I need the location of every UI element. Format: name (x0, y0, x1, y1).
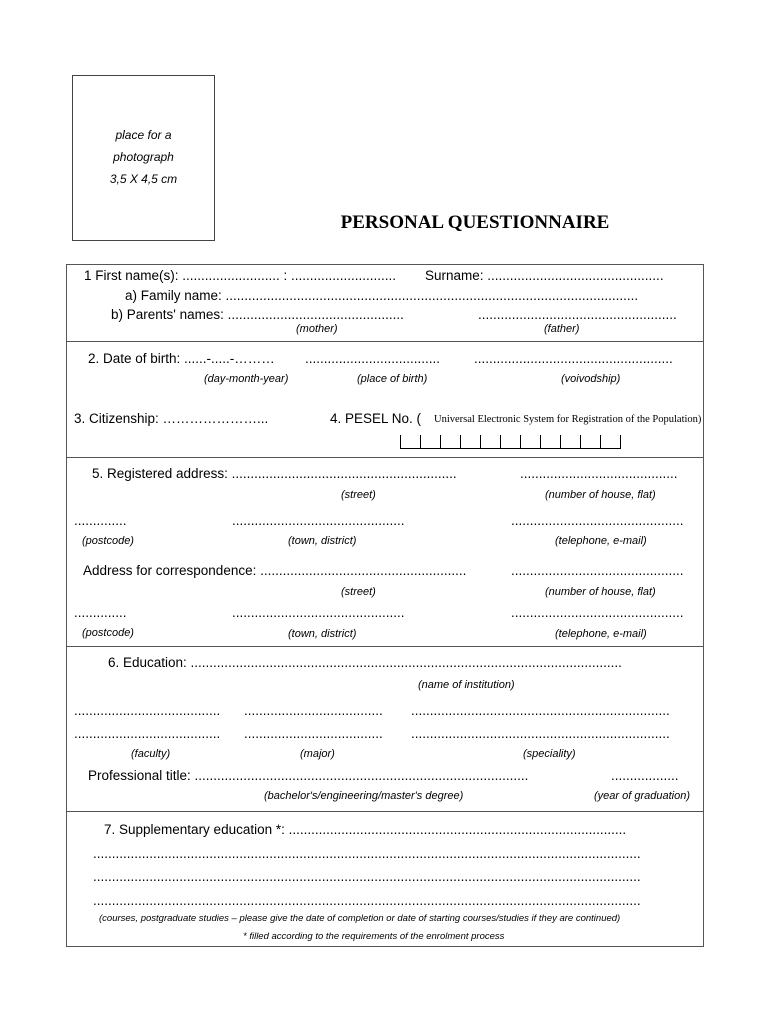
major-field-2[interactable]: ..................................... (244, 726, 383, 741)
citizenship-field[interactable]: 3. Citizenship: …………………... (74, 411, 269, 426)
speciality-label: (speciality) (523, 748, 576, 760)
faculty-field-1[interactable]: ....................................... (74, 703, 221, 718)
registered-postcode-field[interactable]: .............. (74, 513, 127, 528)
education-institution-field[interactable]: 6. Education: ................................................................................................................... (108, 655, 622, 670)
town-label: (town, district) (288, 535, 357, 547)
first-names-field[interactable]: 1 First name(s): .......................... : ............................ (84, 268, 397, 283)
pesel-digit-box[interactable] (540, 435, 560, 449)
postcode-label-2: (postcode) (82, 627, 134, 639)
pesel-digit-box[interactable] (580, 435, 600, 449)
faculty-label: (faculty) (131, 748, 171, 760)
street-label: (street) (341, 489, 376, 501)
photo-line-2: photograph (113, 150, 174, 164)
pesel-digit-box[interactable] (520, 435, 540, 449)
surname-field[interactable]: Surname: ............................................... (425, 268, 664, 283)
supplementary-line-3[interactable]: .................................................................................................................................................. (93, 893, 641, 908)
footnote: * filled according to the requirements of the enrolment process (243, 931, 505, 942)
telephone-label: (telephone, e-mail) (555, 535, 647, 547)
major-label: (major) (300, 748, 335, 760)
supplementary-note: (courses, postgraduate studies – please give the date of completion or date of starting courses/studies if they are continued) (99, 913, 621, 924)
pesel-digit-box[interactable] (400, 435, 420, 449)
institution-label: (name of institution) (418, 679, 515, 691)
father-name-field[interactable]: ..................................................... (478, 307, 677, 322)
postcode-label: (postcode) (82, 535, 134, 547)
family-name-field[interactable]: a) Family name: .............................................................................................................. (125, 288, 639, 303)
pesel-label: 4. PESEL No. ( (330, 411, 422, 426)
father-label: (father) (544, 323, 580, 335)
mother-label: (mother) (296, 323, 338, 335)
major-field-1[interactable]: ..................................... (244, 703, 383, 718)
pesel-digit-box[interactable] (480, 435, 500, 449)
photo-line-3: 3,5 X 4,5 cm (109, 172, 178, 186)
place-of-birth-field[interactable]: .................................... (305, 351, 441, 366)
correspondence-street-field[interactable]: Address for correspondence: ....................................................... (83, 563, 467, 578)
pesel-digit-box[interactable] (440, 435, 460, 449)
correspondence-telephone-field[interactable]: .............................................. (511, 605, 684, 620)
correspondence-town-field[interactable]: .............................................. (232, 605, 405, 620)
correspondence-postcode-field[interactable]: .............. (74, 605, 127, 620)
telephone-label-2: (telephone, e-mail) (555, 628, 647, 640)
faculty-field-2[interactable]: ....................................... (74, 726, 221, 741)
graduation-year-label: (year of graduation) (594, 790, 690, 802)
registered-street-field[interactable]: 5. Registered address: ............................................................ (92, 466, 457, 481)
speciality-field-2[interactable]: ..................................................................... (411, 726, 670, 741)
voivodship-label: (voivodship) (561, 373, 621, 385)
pesel-digit-box[interactable] (500, 435, 520, 449)
house-label: (number of house, flat) (545, 489, 656, 501)
speciality-field-1[interactable]: ..................................................................... (411, 703, 670, 718)
registered-telephone-field[interactable]: .............................................. (511, 513, 684, 528)
supplementary-line-1[interactable]: .................................................................................................................................................. (93, 846, 641, 861)
voivodship-field[interactable]: ..................................................... (474, 351, 673, 366)
pesel-digit-box[interactable] (460, 435, 480, 449)
dob-label: (day-month-year) (204, 373, 289, 385)
degree-label: (bachelor's/engineering/master's degree) (264, 790, 464, 802)
pesel-digit-box[interactable] (600, 435, 621, 449)
pesel-digit-box[interactable] (560, 435, 580, 449)
supplementary-education-field[interactable]: 7. Supplementary education *: .......................................................................................... (104, 822, 627, 837)
house-label-2: (number of house, flat) (545, 586, 656, 598)
pesel-description: Universal Electronic System for Registration of the Population) (434, 414, 702, 425)
graduation-year-field[interactable]: .................. (611, 768, 679, 783)
town-label-2: (town, district) (288, 628, 357, 640)
registered-town-field[interactable]: .............................................. (232, 513, 405, 528)
pesel-digit-boxes[interactable] (400, 435, 621, 449)
street-label-2: (street) (341, 586, 376, 598)
supplementary-line-2[interactable]: .................................................................................................................................................. (93, 869, 641, 884)
date-of-birth-field[interactable]: 2. Date of birth: ......-.....-……… (88, 351, 275, 366)
page-title: PERSONAL QUESTIONNAIRE (340, 212, 610, 233)
correspondence-house-field[interactable]: .............................................. (511, 563, 684, 578)
photo-placeholder (72, 75, 215, 241)
parents-names-field[interactable]: b) Parents' names: ............................................... (111, 307, 404, 322)
place-label: (place of birth) (357, 373, 428, 385)
photo-line-1: place for a (115, 128, 172, 142)
pesel-digit-box[interactable] (420, 435, 440, 449)
registered-house-field[interactable]: .......................................... (520, 466, 678, 481)
professional-title-field[interactable]: Professional title: ......................................................................................... (88, 768, 529, 783)
